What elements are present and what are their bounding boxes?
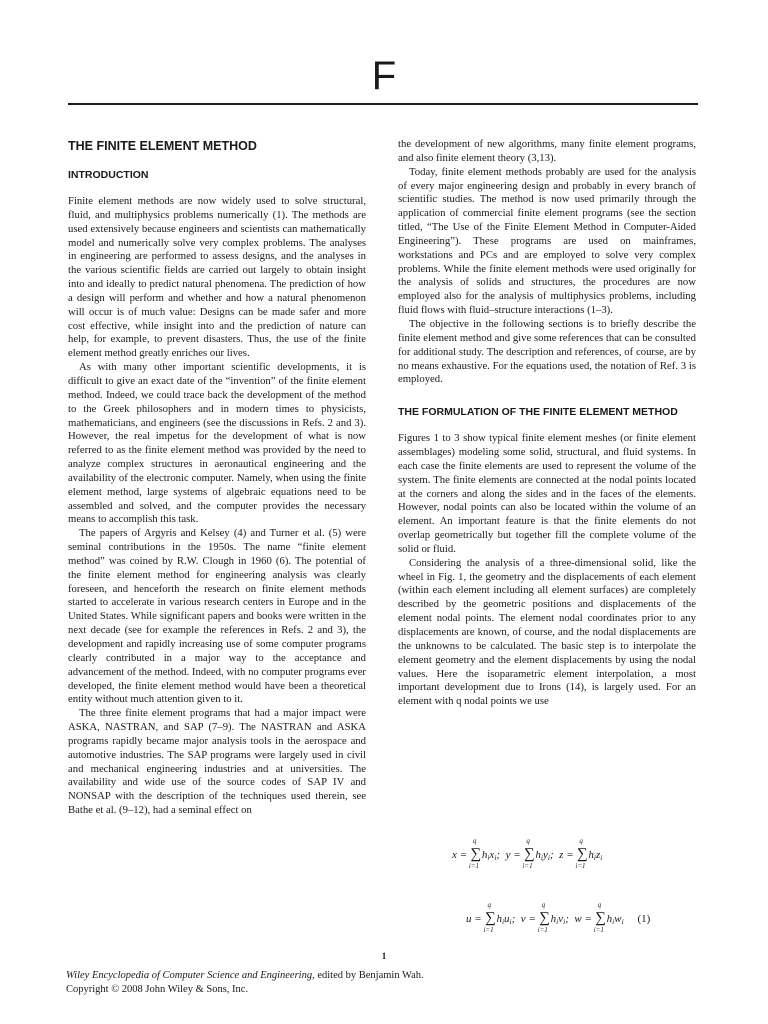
footer — [66, 969, 706, 997]
editor-credit: , edited by Benjamin Wah. — [312, 970, 424, 981]
paragraph: As with many other important scientific developments, it is difficult to give an exact date of the “invention” of the finite element method. Indeed, we could trace back the development of the method to the Greek philosophers and in modern times to physicists, mathematicians, and engineers (see the discussions in Refs. 2 and 3). However, the real impetus for the development of what is now referred to as the finite element method was provided by the need to analyze complex structures in aeronautical engineering and the availability of the electronic computer. Namely, when using the finite element method, large systems of algebraic equations need to be assembled and solved, and the computer provides the necessary means to accomplish this task. — [68, 361, 366, 526]
equation-line-2: u = q ∑ i=1 $h_iu_i$; v = q ∑ i=1 $h_iv_i$; w = q ∑ i=1 $h_iw_i$ (1) — [466, 901, 651, 934]
page-number: 1 — [381, 951, 387, 961]
section-letter: F — [371, 54, 397, 98]
equation-line-1: x = q ∑ i=1 $h_ix_i$; y = q ∑ i=1 $h_iy_i$; z = q ∑ i=1 $h_iz_i$ — [452, 837, 603, 870]
formulation-heading: THE FORMULATION OF THE FINITE ELEMENT METHOD — [398, 406, 678, 419]
encyclopedia-title: Wiley Encyclopedia of Computer Science and Engineering — [66, 970, 313, 981]
introduction-heading: INTRODUCTION — [68, 169, 149, 181]
paragraph: Considering the analysis of a three-dimensional solid, like the wheel in Fig. 1, the geometry and the displacements of each element (within each element including all element surfaces) are completely described by the geometric positions and displacements of the element nodal points. The element nodal coordinates prior to any displacements are known, of course, and the nodal displacements are the unknowns to be calculated. The basic step is to interpolate the element geometry and the element displacements by using the nodal values. Here the isoparametric element interpolation, a most important development due to Irons (14), is largely used. For an element with q nodal points we use — [398, 556, 696, 708]
header-rule — [68, 103, 698, 105]
article-title: THE FINITE ELEMENT METHOD — [68, 139, 257, 153]
paragraph: the development of new algorithms, many finite element programs, and also finite element theory (3,13). — [398, 138, 696, 164]
paragraph: Figures 1 to 3 show typical finite element meshes (or finite element assemblages) modeling some solid, structural, and fluid systems. In each case the finite elements are used to represent the volume of the system. The finite elements are connected at the nodal points located at the corners and along the sides and in the faces of the elements. However, nodal points can also be located within the volume of an element. An important feature is that the finite elements do not overlap geometrically but together fill the complete volume of the solid or fluid. — [398, 432, 696, 555]
paragraph: Finite element methods are now widely used to solve structural, fluid, and multiphysics problems numerically (1). The methods are used extensively because engineers and scientists can mathematically model and numerically solve very complex problems. The analyses in engineering are performed to assess designs, and the analyses in the various scientific fields are carried out largely to obtain insight into and ideally to predict natural phenomena. The prediction of how a design will perform and whether and how a natural phenomenon will occur is of much value: Designs can be made safer and more cost effective, while insight into and the prediction of nature can help, for example, to prevent disasters. Thus, the use of the finite element method greatly enriches our lives. — [68, 195, 366, 360]
equation-number: (1) — [637, 913, 651, 925]
right-column — [398, 138, 696, 709]
paragraph: The objective in the following sections is to briefly describe the finite element method and give some references that can be consulted for additional study. The description and references, of course, are by no means exhaustive. For the equations used, the notation of Ref. 3 is employed. — [398, 317, 696, 386]
paragraph: Today, finite element methods probably are used for the analysis of every major engineering design and probably in every branch of scientific studies. The method is now used primarily through the application of commercial finite element programs (see the section titled, “The Use of the Finite Element Method in Computer-Aided Engineering”). These programs are used on mainframes, workstations and PCs and are employed to solve very complex problems. While the finite element methods were used originally for the analysis of solids and structures, the procedures are now employed also for the analysis of multiphysics problems, including fluid flows with fluid–structure interactions (1–3). — [398, 165, 696, 317]
footer-citation — [66, 969, 706, 983]
copyright: Copyright © 2008 John Wiley & Sons, Inc. — [66, 984, 249, 995]
left-column — [68, 138, 366, 818]
paragraph: The three finite element programs that had a major impact were ASKA, NASTRAN, and SAP (7–9). The NASTRAN and ASKA programs rapidly became major analysis tools in the aerospace and automotive industries. The SAP programs were largely used in civil and mechanical engineering industries and at universities. The availability and wide use of the source codes of SAP IV and NONSAP with the description of the techniques used therein, see Bathe et al. (9–12), had a seminal effect on — [68, 707, 366, 817]
paragraph: The papers of Argyris and Kelsey (4) and Turner et al. (5) were seminal contributions in the 1950s. The name “finite element method” was coined by R.W. Clough in 1960 (6). The potential of the finite element method for engineering analysis was clearly foreseen, and henceforth the research on finite element methods started to accelerate in various research centers in Europe and in the United States. While significant papers and books were written in the next decade (see for example the references in Refs. 2 and 3), the development and rapidly increasing use of some computer programs clearly contributed in a major way to the acceptance and advancement of the method. Indeed, with no computer programs ever developed, the finite element method would have been a theoretical entity without much attention given to it. — [68, 527, 366, 706]
